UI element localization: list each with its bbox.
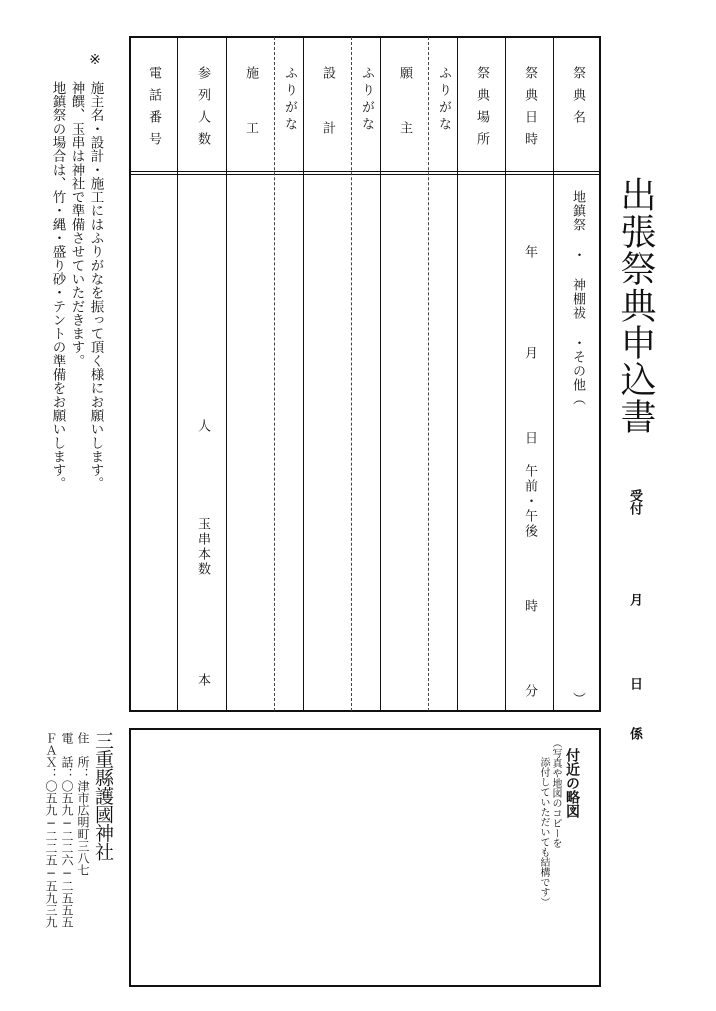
header-phone: 電話番号 <box>146 66 161 154</box>
column-divider-dashed <box>351 37 352 711</box>
reception-day: 日 <box>627 677 642 690</box>
map-note-1: （写真や地図のコピーを <box>550 738 561 848</box>
date-month: 月 <box>522 346 537 359</box>
header-furigana-designer: ふりがな <box>359 66 374 134</box>
shrine-tel: 電 話：〇五九−二二六−二五五五 <box>60 732 74 928</box>
header-furigana-applicant: ふりがな <box>436 66 451 134</box>
header-designer: 設計 <box>320 66 335 176</box>
header-attendees: 参列人数 <box>195 66 210 154</box>
column-divider <box>505 37 506 711</box>
time-ampm: 午前・午後 <box>522 464 537 539</box>
header-furigana-builder: ふりがな <box>282 66 297 134</box>
attendees-unit: 人 <box>195 419 210 432</box>
time-hour: 時 <box>522 599 537 612</box>
column-divider <box>177 37 178 711</box>
header-festival-name: 祭典名 <box>570 66 585 132</box>
column-divider <box>553 37 554 711</box>
header-applicant: 願主 <box>397 66 412 176</box>
header-separator-2 <box>130 174 600 175</box>
notes-line-1: 施主名・設計・施工にはふりがなを振って頂く様にお願いします。 <box>87 81 104 491</box>
shrine-fax: ＦＡＸ：〇五九−二二五−五九三九 <box>44 732 58 928</box>
reception-month: 月 <box>627 593 642 606</box>
notes-line-2: 神饌、玉串は神社で準備させていただきます。 <box>68 81 85 368</box>
reception-label: 受付 <box>627 489 642 515</box>
tamagushi-label: 玉串本数 <box>195 517 210 577</box>
map-title: 付近の略図 <box>564 748 580 818</box>
shrine-name: 三重縣護國神社 <box>92 731 114 861</box>
header-datetime: 祭典日時 <box>522 66 537 154</box>
notes-line-3: 地鎮祭の場合は、竹・縄・盛り砂・テントの準備をお願いします。 <box>49 81 66 491</box>
header-builder: 施工 <box>243 66 258 176</box>
time-minute: 分 <box>522 684 537 697</box>
header-separator <box>130 171 600 172</box>
reception-staff: 係 <box>627 727 642 740</box>
map-box <box>129 728 601 987</box>
notes-mark: ※ <box>87 52 103 68</box>
date-day: 日 <box>522 431 537 444</box>
column-divider <box>380 37 381 711</box>
tamagushi-unit: 本 <box>195 673 210 686</box>
festival-type-options: 地鎮祭 ・ 神棚祓 ・その他（ <box>570 190 585 406</box>
column-divider-dashed <box>428 37 429 711</box>
column-divider <box>457 37 458 711</box>
map-note-2: 添付していただいても結構です） <box>538 757 549 907</box>
header-place: 祭典場所 <box>474 66 489 154</box>
form-title: 出張祭典申込書 <box>615 176 656 435</box>
festival-type-close: ） <box>570 692 585 705</box>
shrine-address: 住 所：津市広明町三八七 <box>76 732 90 876</box>
column-divider-dashed <box>274 37 275 711</box>
column-divider <box>226 37 227 711</box>
date-year: 年 <box>522 245 537 258</box>
column-divider <box>303 37 304 711</box>
